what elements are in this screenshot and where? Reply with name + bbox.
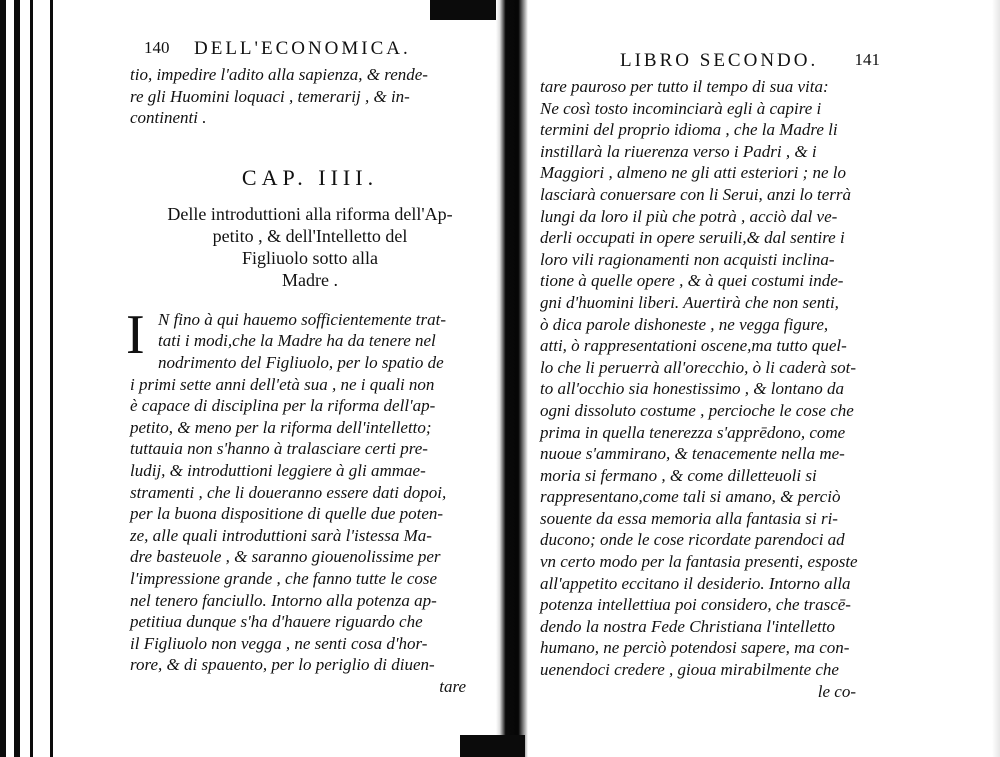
text-line: prima in quella tenerezza s'apprēdono, come	[540, 422, 846, 442]
text-line: tione à quelle opere , & à quei costumi inde-	[540, 271, 844, 291]
right-catchword: le co-	[817, 681, 856, 701]
text-line: vn certo modo per la fantasia presenti, esposte	[540, 552, 858, 572]
text-line: petito, & meno per la riforma dell'intelletto;	[130, 417, 432, 437]
text-line: rore, & di spauento, per lo periglio di diuen-	[130, 655, 435, 675]
text-line: nodrimento del Figliuolo, per lo spatio de	[158, 352, 444, 372]
text-line: lo che li peruerrà all'orecchio, ò li caderà sot-	[540, 357, 857, 377]
text-line: i primi sette anni dell'età sua , ne i quali non	[130, 374, 435, 394]
text-line: termini del proprio idioma , che la Madre li	[540, 120, 838, 140]
text-line: tare pauroso per tutto il tempo di sua vita:	[540, 77, 829, 96]
text-line: humano, ne perciò potendosi sapere, ma con-	[540, 638, 850, 658]
text-line: il Figliuolo non vegga , ne senti cosa d'hor-	[130, 633, 428, 653]
left-page	[126, 38, 490, 697]
text-line: loro vili ragionamenti non acquisti inclina-	[540, 249, 835, 269]
text-line: petitiua dunque s'ha d'hauere riguardo che	[130, 612, 423, 632]
text-line: tio, impedire l'adito alla sapienza, & rende-	[130, 65, 428, 84]
text-line: continenti .	[130, 108, 207, 128]
text-line: re gli Huomini loquaci , temerarij , & in-	[130, 86, 410, 106]
right-body	[540, 76, 880, 702]
text-line: dendo la nostra Fede Christiana l'intelletto	[540, 616, 835, 636]
right-running-head	[540, 50, 880, 76]
text-line: tuttauia non s'hanno à tralasciare certi pre-	[130, 439, 428, 459]
text-line: lungi da loro il più che potrà , acciò dal ve-	[540, 206, 838, 226]
gutter-shadow-bottom	[460, 735, 525, 757]
text-line: gni d'huomini liberi. Auertirà che non senti,	[540, 292, 839, 312]
heading-line: Delle introduttioni alla riforma dell'Ap-	[167, 203, 453, 224]
text-line: all'appetito eccitano il desiderio. Intorno alla	[540, 573, 851, 593]
scan-edge-right	[992, 0, 1000, 757]
text-line: derli occupati in opere seruili,& dal sentire i	[540, 228, 845, 248]
heading-line: Madre .	[282, 269, 338, 290]
text-line: l'impressione grande , che fanno tutte le cose	[130, 568, 438, 588]
text-line: tati i modi,che la Madre ha da tenere nel	[158, 331, 436, 351]
text-line: N fino à qui hauemo sofficientemente trat-	[158, 309, 447, 329]
text-line: ogni dissoluto costume , percioche le cose che	[540, 400, 854, 420]
text-line: nel tenero fanciullo. Intorno alla potenza ap-	[130, 590, 437, 610]
text-line: è capace di disciplina per la riforma dell'ap-	[130, 396, 436, 416]
text-line: dre basteuole , & saranno giouenolissime per	[130, 547, 441, 567]
chapter-number: CAP. IIII.	[241, 164, 379, 190]
text-line: ludij, & introduttioni leggiere à gli ammae-	[130, 460, 426, 480]
chapter-heading	[130, 203, 490, 291]
left-catchword: tare	[439, 676, 466, 696]
text-line: atti, ò rappresentationi oscene,ma tutto quel-	[540, 336, 847, 356]
scan-edge-left	[0, 0, 60, 757]
left-running-head	[130, 38, 490, 64]
left-running-title: DELL'ECONOMICA.	[194, 38, 411, 59]
text-line: ducono; onde le cose ricordate parendoci ad	[540, 530, 845, 550]
text-line: stramenti , che li doueranno essere dati dopoi,	[130, 482, 447, 502]
text-line: potenza intellettiua poi considero, che trascē-	[540, 595, 851, 615]
left-top-text	[130, 64, 490, 129]
text-line: Ne così tosto incominciarà egli à capire i	[540, 98, 822, 118]
text-line: ze, alle quali introduttioni sarà l'istessa Ma-	[130, 525, 432, 545]
right-page-number: 141	[854, 50, 880, 69]
text-line: uenendoci credere , gioua mirabilmente che	[540, 660, 839, 680]
text-line: nuoue s'ammirano, & tenacemente nella me-	[540, 444, 845, 464]
text-line: moria si fermano , & come dilletteuoli si	[540, 465, 817, 485]
left-page-number: 140	[144, 38, 170, 57]
text-line: rappresentano,come tali si amano, & perciò	[540, 487, 841, 507]
right-running-title: LIBRO SECONDO.	[620, 50, 819, 71]
right-page	[540, 50, 880, 702]
text-line: per la buona dispositione di quelle due poten-	[130, 504, 444, 524]
chapter-body	[126, 303, 490, 698]
gutter-shadow	[496, 0, 528, 757]
text-line: instillarà la riuerenza verso i Padri , & i	[540, 141, 817, 161]
text-line: ò dica parole dishoneste , ne vegga figure,	[540, 314, 829, 334]
heading-line: petito , & dell'Intelletto del	[212, 225, 408, 246]
text-line: to all'occhio sia honestissimo , & lontano da	[540, 379, 844, 399]
text-line: souente da essa memoria alla fantasia si ri-	[540, 508, 838, 528]
drop-initial: I	[126, 303, 145, 366]
heading-line: Figliuolo sotto alla	[241, 247, 378, 268]
text-line: Maggiori , almeno ne gli atti esteriori ; ne lo	[540, 163, 846, 183]
text-line: lasciarà conuersare con li Serui, anzi lo terrà	[540, 184, 852, 204]
